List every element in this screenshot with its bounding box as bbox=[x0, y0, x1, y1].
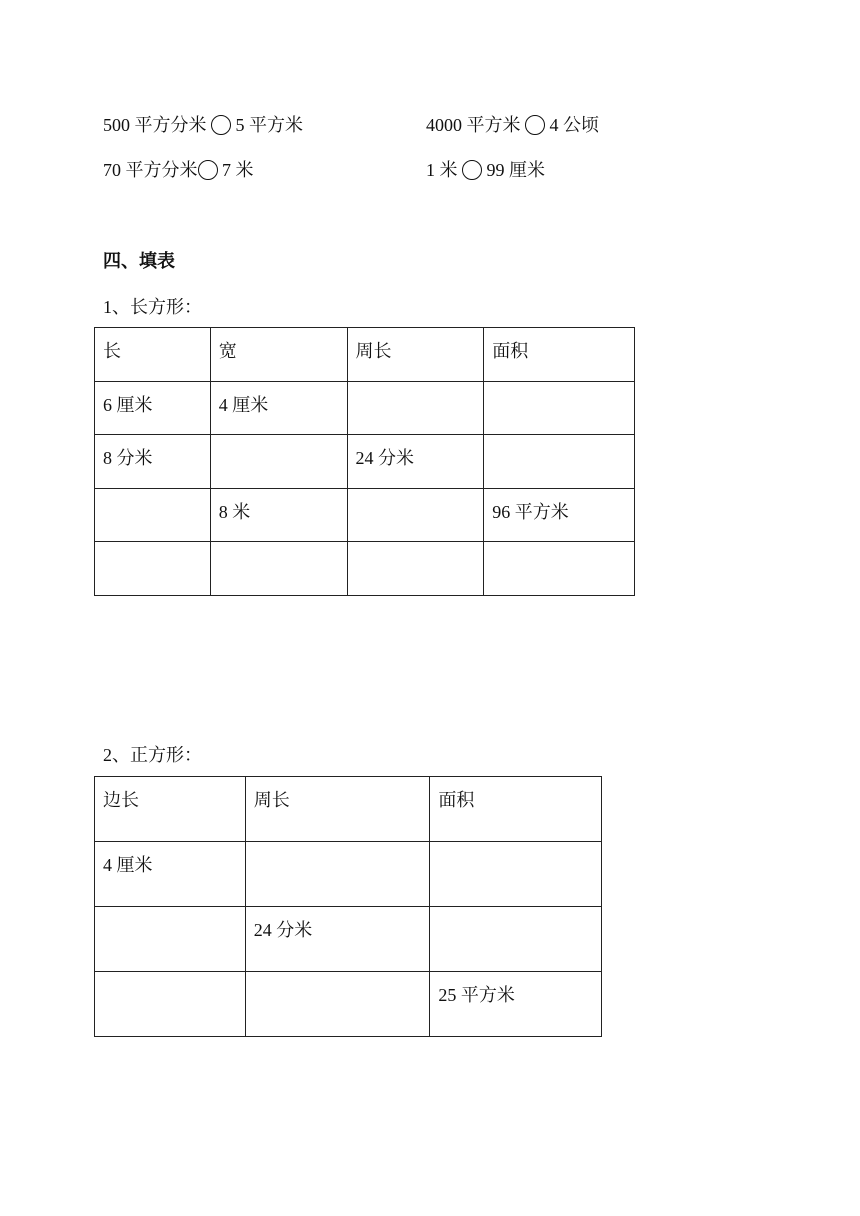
table-cell[interactable]: 6 厘米 bbox=[95, 382, 211, 435]
header-cell: 面积 bbox=[484, 328, 635, 382]
rect-table-label: 1、长方形： bbox=[103, 297, 202, 317]
compare-value: 1 米 bbox=[426, 160, 458, 180]
header-cell: 边长 bbox=[95, 777, 246, 842]
compare-row2-left bbox=[103, 159, 254, 181]
table-cell[interactable] bbox=[430, 907, 602, 972]
table-cell[interactable] bbox=[484, 435, 635, 489]
table-header-row bbox=[95, 328, 635, 382]
compare-value: 500 平方分米 bbox=[103, 115, 207, 135]
table-cell[interactable]: 8 米 bbox=[210, 489, 347, 542]
table-cell[interactable] bbox=[245, 972, 430, 1037]
compare-value: 70 平方分米 bbox=[103, 160, 198, 180]
table-cell[interactable] bbox=[430, 842, 602, 907]
section-title: 四、填表 bbox=[103, 251, 175, 271]
table-cell[interactable] bbox=[95, 542, 211, 596]
answer-circle[interactable] bbox=[211, 115, 231, 135]
table-cell[interactable]: 4 厘米 bbox=[95, 842, 246, 907]
compare-row2-right bbox=[426, 159, 545, 181]
table-cell[interactable] bbox=[95, 489, 211, 542]
table-cell[interactable]: 96 平方米 bbox=[484, 489, 635, 542]
table-row bbox=[95, 542, 635, 596]
rect-table bbox=[94, 327, 635, 596]
table-cell[interactable] bbox=[95, 907, 246, 972]
square-table bbox=[94, 776, 602, 1037]
header-cell: 周长 bbox=[347, 328, 484, 382]
compare-value: 4000 平方米 bbox=[426, 115, 521, 135]
table-cell[interactable]: 24 分米 bbox=[245, 907, 430, 972]
answer-circle[interactable] bbox=[525, 115, 545, 135]
table-cell[interactable] bbox=[347, 489, 484, 542]
header-cell: 面积 bbox=[430, 777, 602, 842]
square-table-label: 2、正方形： bbox=[103, 745, 202, 765]
compare-row1-left bbox=[103, 114, 303, 136]
table-cell[interactable] bbox=[210, 542, 347, 596]
compare-row1-right bbox=[426, 114, 599, 136]
table-cell[interactable]: 8 分米 bbox=[95, 435, 211, 489]
table-row bbox=[95, 972, 602, 1037]
table-cell[interactable] bbox=[95, 972, 246, 1037]
header-cell: 宽 bbox=[210, 328, 347, 382]
answer-circle[interactable] bbox=[462, 160, 482, 180]
table-row bbox=[95, 907, 602, 972]
table-cell[interactable] bbox=[347, 542, 484, 596]
header-cell: 周长 bbox=[245, 777, 430, 842]
compare-value: 4 公顷 bbox=[549, 115, 599, 135]
table-cell[interactable]: 25 平方米 bbox=[430, 972, 602, 1037]
answer-circle[interactable] bbox=[198, 160, 218, 180]
compare-value: 5 平方米 bbox=[235, 115, 303, 135]
table-cell[interactable]: 24 分米 bbox=[347, 435, 484, 489]
table-row bbox=[95, 489, 635, 542]
table-cell[interactable] bbox=[245, 842, 430, 907]
table-row bbox=[95, 382, 635, 435]
table-row bbox=[95, 842, 602, 907]
compare-value: 99 厘米 bbox=[486, 160, 545, 180]
table-cell[interactable] bbox=[347, 382, 484, 435]
table-row bbox=[95, 435, 635, 489]
table-header-row bbox=[95, 777, 602, 842]
compare-value: 7 米 bbox=[222, 160, 254, 180]
table-cell[interactable] bbox=[210, 435, 347, 489]
table-cell[interactable]: 4 厘米 bbox=[210, 382, 347, 435]
header-cell: 长 bbox=[95, 328, 211, 382]
table-cell[interactable] bbox=[484, 542, 635, 596]
table-cell[interactable] bbox=[484, 382, 635, 435]
